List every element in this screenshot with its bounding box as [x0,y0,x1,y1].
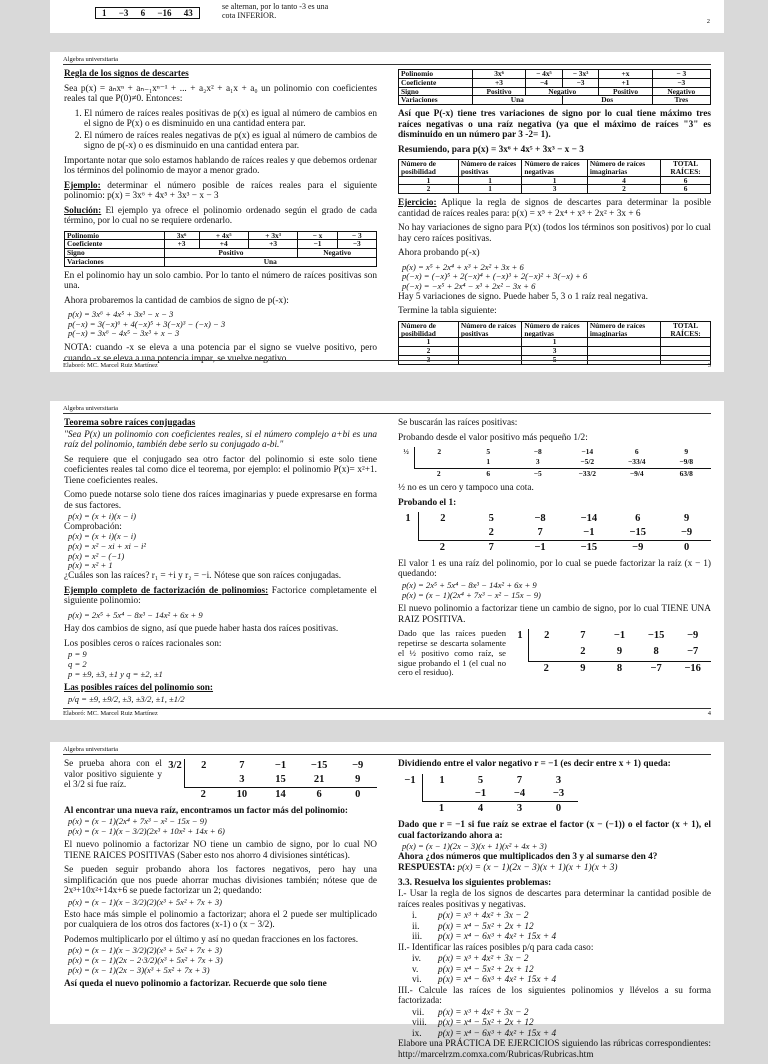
possible-roots: p/q = ±9, ±9/2, ±3, ±3/2, ±1, ±1/2 [68,693,185,704]
equation: p(−x) = 3x⁶ − 4x⁵ − 3x³ + x − 3 [68,328,180,339]
upper-bound-note-line2: cota INFERIOR. [222,11,277,21]
list-item: v. p(x) = x⁴ − 5x² + 2x + 12 [412,964,534,975]
right-column [398,418,711,682]
list-item: iii. p(x) = x⁴ − 6x³ + 4x² + 15x + 4 [412,932,557,943]
section-title: Regla de los signos de descartes [64,69,189,79]
table-row: 3 5 [399,355,711,364]
equation: p(x) = x⁵ + 2x⁴ + x³ + 2x² + 3x + 6 [402,261,524,272]
answer-equation: p(x) = (x − 1)(2x − 3)(x + 1)(x + 1)(x + 3) [457,863,618,874]
exercise-table [398,321,711,365]
synthetic-division-three-halves: 3/2 2 7 −1 −15 −9 3 15 21 9 2 10 14 6 0 [166,759,377,802]
section-title: Teorema sobre raíces conjugadas [64,418,196,428]
left-column [64,759,377,994]
now-label: Ahora probaremos la cantidad de cambios de signo de p(-x): [64,295,289,306]
equation: p(x) = (x − 1)(2x − 3)(x + 1)(x² + 4x + 3) [402,841,547,852]
table-row: 1 1 1 4 6 [399,176,711,185]
paragraph: Ahora ¿dos números que multiplicados den 3 y al sumarse den 4? [398,851,658,862]
summary-label: Resumiendo, para p(x) = 3x⁶ + 4x⁵ + 3x³ − x − 3 [398,144,584,155]
roots-paragraph: ¿Cuáles son las raíces? r₁ = +i y r₂ = −i. Nótese que son raíces conjugadas. [64,571,342,582]
example-label: Ejemplo: [64,180,101,191]
answer-label: RESPUESTA: [398,863,456,874]
equation: p(x) = (x − 1)(x − 3/2)(2)(x³ + 5x² + 7x + 3) [68,945,222,956]
section-heading: 3.3. Resuelva los siguientes problemas: [398,877,552,888]
no-changes-paragraph: No hay variaciones de signo para P(x) (todos los términos son positivos) por lo cual hay cero raíces positivas. [398,223,711,244]
synthetic-division-half: ½ 2 5 −8 −14 6 9 1 3 −5/2 −33/4 −9/8 2 6 −5 −33/2 −9/4 63/8 [398,447,711,479]
equation: p = ±9, ±3, ±1 y q = ±2, ±1 [68,668,163,679]
paragraph: Probando el 1: [398,497,457,508]
table-row: Polinomio 3x⁶ − 4x⁵ − 3x³ +x − 3 [399,70,711,79]
paragraph: Los posibles ceros o raíces racionales son: [64,638,222,649]
instruction: III.- Calcule las raíces de los siguientes polinomios y llévelos a su forma factorizada: [398,985,711,1007]
summary-table [398,159,711,194]
page-3 [50,401,724,720]
table-row: 2 3 [399,347,711,356]
equation: p(x) = (x − 1)(x − 3/2)(2x³ + 10x² + 14x + 6) [68,825,225,836]
paragraph: Esto hace más simple el polinomio a factorizar; ahora el 2 puede ser multiplicado por cualquiera de los otros dos factores (x-1) o (x − 3/2). [64,909,377,931]
table-row: Signo Positivo Negativo Positivo Negativo [399,87,711,96]
list-item: i. p(x) = x³ + 4x² + 3x − 2 [412,911,529,922]
paragraph: Se buscarán las raíces positivas: [398,418,518,428]
solution-text: El ejemplo ya ofrece el polinomio ordenado según el grado de cada término, por lo cual no se requiere ordenarlo. [64,205,377,226]
synthetic-division-result-row: 1 −3 6 −16 43 [95,7,200,19]
important-paragraph: Importante notar que solo estamos hablando de raíces reales y que debemos ordenar los términos del polinomio de mayor a menor grado. [64,155,377,176]
paragraph: Se prueba ahora con el valor positivo siguiente y el 3/2 si fue raíz. [64,759,162,790]
table-header-row: Número de posibilidad Número de raíces positivas Número de raíces negativas Número de raíces imaginarias TOTAL RAÍCES: [399,160,711,177]
page-header: Algebra universitaria [63,746,711,755]
equation: p(x) = (x − 1)(x − 3/2)(2)(x³ + 5x² + 7x + 3) [68,896,222,907]
equation: p(x) = (x − 1)(2x − 2·3/2)(x³ + 5x² + 7x + 3) [68,954,223,965]
finish-label: Termine la tabla siguiente: [398,306,497,317]
possible-roots-title: Las posibles raíces del polinomio son: [64,683,214,694]
check-label: Comprobación: [64,521,122,532]
synthetic-division-neg-one: −1 1 5 7 3 −1 −4 −3 1 4 3 0 [398,774,578,817]
example-text: determinar el número posible de raíces reales para el siguiente polinomio: p(x) = 3x⁶ + 4x⁵ + 3x³ − x − 3 [64,180,378,201]
list-item: ix. p(x) = x⁴ − 6x³ + 4x² + 15x + 4 [412,1028,557,1039]
closing-paragraph: Elabore una PRÁCTICA DE EJERCICIOS siguiendo las rúbricas correspondientes: http://marcelrzm.comxa.com/Rubricas/Rubricas.htm [398,1039,711,1060]
paragraph: Se requiere que el conjugado sea otro factor del polinomio si este solo tiene coeficientes reales tal como dice el teorema, por ejemplo: el polinomio P(x)= x²+1. Tiene coeficientes reales. [64,454,377,486]
page-number: 4 [707,709,711,717]
sign-table-positive [64,231,377,267]
table-row: Variaciones Una [65,257,377,266]
intro-paragraph: Sea p(x) = aₙxⁿ + aₙ₋₁xⁿ⁻¹ + ... + a₂x² + a₁x + a₀ un polinomio con coeficientes reales tal que P(0)≠0. Entonces: [64,83,377,104]
sign-table-negative [398,69,711,105]
right-column [398,759,711,1064]
page-number: 2 [706,18,710,25]
table-row: Signo Positivo Negativo [65,249,377,258]
paragraph: El nuevo polinomio a factorizar NO tiene un cambio de signo, por lo cual NO TIENE RAICES POSITIVAS (Saber esto nos ahorro 4 divisiones sintéticas). [64,840,377,861]
equation: p(x) = 2x⁵ + 5x⁴ − 8x³ − 14x² + 6x + 9 [68,609,203,620]
table-row: Coeficiente +3 +4 +3 −1 −3 [65,240,377,249]
paragraph: Hay dos cambios de signo, así que puede haber hasta dos raíces positivas. [64,624,339,635]
page-header: Algebra universitaria [63,56,711,65]
equation: p(x) = x² + 1 [68,560,113,571]
now-label: Ahora probando p(-x) [398,248,480,259]
table-row: Variaciones Una Dos Tres [399,96,711,105]
problem-list [412,954,711,986]
problem-list [412,1008,711,1040]
paragraph: Dividiendo entre el valor negativo r = −1 (es decir entre x + 1) queda: [398,759,671,769]
table-row: 2 1 3 2 6 [399,185,711,194]
list-item: iv. p(x) = x³ + 4x² + 3x − 2 [412,954,529,965]
paragraph: Probando desde el valor positivo más pequeño 1/2: [398,432,588,443]
analysis-paragraph: Así que P(-x) tiene tres variaciones de signo por lo cual tiene máximo tres raíces negativas o una raíz negativa (ya que el máximo de raíces "3" es disminuido en un número par 3 -2= 1). [398,109,711,141]
table-row: Coeficiente +3 −4 −3 +1 −3 [399,78,711,87]
equation: p(x) = x² − (−1) [68,550,125,561]
equation: p(−x) = −x⁵ + 2x⁴ − x³ + 2x² − 3x + 6 [402,281,536,292]
equation: p(x) = (x + i)(x − i) [68,511,136,521]
synthetic-division-repeat: 1 2 7 −1 −15 −9 2 9 8 −7 2 9 8 −7 −16 [512,629,711,678]
instruction: I.- Usar la regla de los signos de descartes para determinar la cantidad posible de raíces reales positivas y negativas. [398,889,711,910]
paragraph: Como puede notarse solo tiene dos raíces imaginarias y puede expresarse en forma de sus factores. [64,490,377,511]
page-number: 3 [707,361,711,369]
page-2 [50,52,724,372]
example-title: Ejemplo completo de factorización de polinomios: [64,585,269,596]
left-column [64,418,377,705]
synthetic-division-one: 1 2 5 −8 −14 6 9 2 7 −1 −15 −9 2 7 −1 −15 −9 0 [398,512,711,555]
equation: p(−x) = (−x)⁵ + 2(−x)⁴ + (−x)³ + 2(−x)² + 3(−x) + 6 [402,271,588,282]
equation: p(x) = (x − 1)(2x⁴ + 7x³ − x² − 15x − 9) [402,589,541,600]
list-item: viii. p(x) = x⁴ − 5x² + 2x + 12 [412,1018,534,1029]
equation: q = 2 [68,658,87,669]
paragraph: Así queda el nuevo polinomio a factorizar. Recuerde que solo tiene [64,979,327,990]
table-header-row: Número de posibilidad Número de raíces positivas Número de raíces negativas Número de raíces imaginarias TOTAL RAÍCES: [399,321,711,338]
page-4 [50,742,724,1060]
theorem-quote: "Sea P(x) un polinomio con coeficientes reales, si el número complejo a+bi es una raíz del polinomio, también debe serlo su conjugado a-bi." [64,429,377,450]
page-1-fragment [50,0,724,33]
solution-label: Solución: [64,205,102,216]
paragraph: El nuevo polinomio a factorizar tiene un cambio de signo, por lo cual TIENE UNA RAIZ POSITIVA. [398,604,711,625]
table-row: Polinomio 3x⁶ + 4x⁵ + 3x³ − x − 3 [65,231,377,240]
list-item: vii. p(x) = x³ + 4x² + 3x − 2 [412,1007,529,1018]
equation: p(x) = (x + i)(x − i) [68,531,136,542]
right-column [398,69,711,369]
page-footer: Elaboró: MC. Marcel Ruiz Martínez [63,709,158,717]
variations-paragraph: Hay 5 variaciones de signo. Puede haber 5, 3 o 1 raíz real negativa. [398,291,648,302]
instruction: II.- Identificar las raíces posibles p/q para cada caso: [398,942,594,953]
equation: p(x) = 2x⁵ + 5x⁴ − 8x³ − 14x² + 6x + 9 [402,579,537,590]
left-column [64,69,377,368]
paragraph: El valor 1 es una raíz del polinomio, por lo cual se puede factorizar la raíz (x − 1) quedando: [398,558,711,580]
equation: p(x) = 3x⁶ + 4x⁵ + 3x³ − x − 3 [68,309,174,320]
example-text: Factorice completamente el siguiente polinomio: [64,585,377,607]
table-row: 1 1 [399,338,711,347]
exercise-text: Aplique la regla de signos de descartes para determinar la posible cantidad de raíces reales para: p(x) = x⁵ + 2x⁴ + x³ + 2x² + 3x + 6 [398,198,712,219]
paragraph: Podemos multiplicarlo por el último y así no quedan fracciones en los factores. [64,934,359,945]
exercise-label: Ejercicio: [398,198,437,209]
upper-bound-note-line1: se alternan, por lo tanto -3 es una [222,2,329,11]
equation: p(x) = (x − 1)(2x⁴ + 7x³ − x² − 15x − 9) [68,816,207,827]
equation: p(−x) = 3(−x)⁶ + 4(−x)⁵ + 3(−x)³ − (−x) − 3 [68,318,226,329]
rules-list [84,109,377,152]
problem-list [412,911,711,943]
page-header: Algebra universitaria [63,405,711,414]
paragraph: ½ no es un cero y tampoco una cota. [398,483,534,494]
note-paragraph: NOTA: cuando -x se eleva a una potencia par el signo se vuelve positivo, pero cuando -x se eleva a una potencia impar, se vuelve negativo. [64,343,377,364]
equation: p(x) = x² − xi + xi − i² [68,540,146,551]
list-item: ii. p(x) = x⁴ − 5x² + 2x + 12 [412,921,534,932]
equation: p(x) = (x − 1)(2x − 3)(x³ + 5x² + 7x + 3) [68,964,210,975]
rule-item: 1. El número de raíces reales positivas de p(x) es igual al número de cambios en el signo de P(x) o es disminuido en una cantidad entera par. [84,109,377,130]
paragraph: Al encontrar una nueva raíz, encontramos un factor más del polinomio: [64,805,348,816]
equation: p = 9 [68,649,87,660]
after-table-paragraph: En el polinomio hay un solo cambio. Por lo tanto el número de raíces positivas son una. [64,270,377,292]
paragraph: Se pueden seguir probando ahora los factores negativos, pero hay una simplificación que nos puede ahorrar muchas divisiones también; nótese que de 2x³+10x²+14x+6 se puede factorizar un 2; quedando: [64,865,377,897]
list-item: vi. p(x) = x⁴ − 6x³ + 4x² + 15x + 4 [412,975,557,986]
rule-item: 2. El número de raíces reales negativas de p(x) es igual al número de cambios de signo de p(-x) o es disminuido en una cantidad entera par. [84,131,377,152]
page-footer: Elaboró: MC. Marcel Ruiz Martínez [63,361,158,369]
paragraph: Dado que las raíces pueden repetirse se descarta solamente el ½ positivo como raíz, se sigue probando el 1 (el cual no cero el residuo). [398,628,506,678]
paragraph: Dado que r = −1 si fue raíz se extrae el factor (x − (−1)) o el factor (x + 1), el cual factorizando ahora a: [398,820,711,841]
